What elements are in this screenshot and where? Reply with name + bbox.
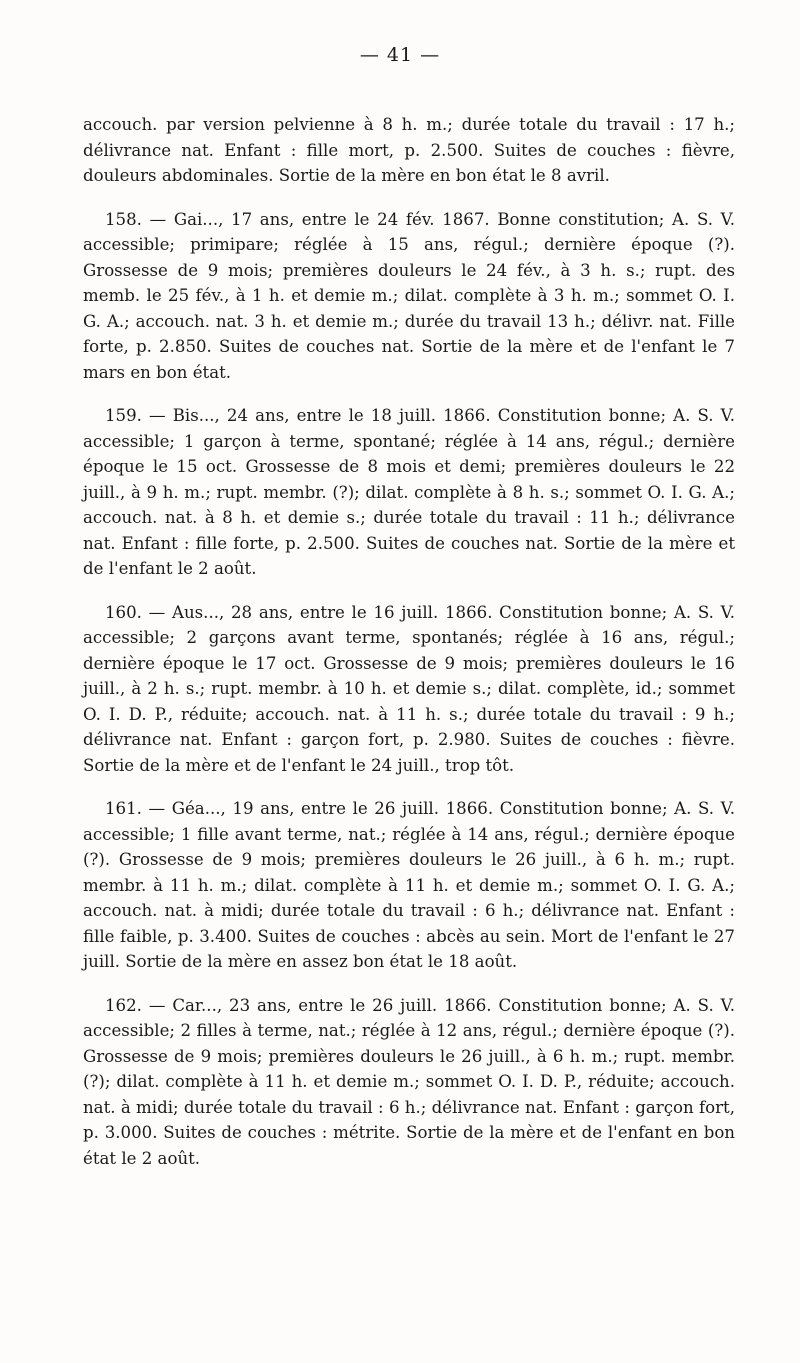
case-paragraph-160 [83,600,735,779]
case-number: 160. [105,602,142,622]
case-number: 159. [105,406,142,425]
case-number: 158. [105,209,142,229]
paragraph-text: accouch. par version pelvienne à 8 h. m.; durée totale du travail : 17 h.; délivrance nat. Enfant : fille mort, p. 2.500. Suites de couches : fièvre, douleurs abdominales. Sortie de la mère en bon état le 8 avril. [83,115,735,185]
case-number: 162. [105,995,142,1015]
page-body [83,112,735,1189]
case-paragraph-158 [83,207,735,386]
page-number: — 41 — [359,44,441,66]
case-number: 161. [105,799,142,818]
paragraph-text: — Bis..., 24 ans, entre le 18 juill. 1866. Constitution bonne; A. S. V. accessible; 1 garçon à terme, spontané; réglée à 14 ans, régul.; dernière époque le 15 oct. Grossesse de 8 mois et demi; premières douleurs le 22 juill., à 9 h. m.; rupt. membr. (?); dilat. complète à 8 h. s.; sommet O. I. G. A.; accouch. nat. à 8 h. et demie s.; durée totale du travail : 11 h.; délivrance nat. Enfant : fille forte, p. 2.500. Suites de couches nat. Sortie de la mère et de l'enfant le 2 août. [83,406,735,578]
case-paragraph-161 [83,796,735,975]
case-paragraph-162 [83,993,735,1172]
paragraph-text: — Aus..., 28 ans, entre le 16 juill. 1866. Constitution bonne; A. S. V. accessible; 2 garçons avant terme, spontanés; réglée à 16 ans, régul.; dernière époque le 17 oct. Grossesse de 9 mois; premières douleurs le 16 juill., à 2 h. s.; rupt. membr. à 10 h. et demie s.; dilat. complète, id.; sommet O. I. D. P., réduite; accouch. nat. à 11 h. s.; durée totale du travail : 9 h.; délivrance nat. Enfant : garçon fort, p. 2.980. Suites de couches : fièvre. Sortie de la mère et de l'enfant le 24 juill., trop tôt. [83,602,735,775]
case-paragraph-159 [83,403,735,582]
paragraph-continuation [83,112,735,189]
paragraph-text: — Car..., 23 ans, entre le 26 juill. 1866. Constitution bonne; A. S. V. accessible; 2 filles à terme, nat.; réglée à 12 ans, régul.; dernière époque (?). Grossesse de 9 mois; premières douleurs le 26 juill., à 6 h. m.; rupt. membr. (?); dilat. complète à 11 h. et demie m.; sommet O. I. D. P., réduite; accouch. nat. à midi; durée totale du travail : 6 h.; délivrance nat. Enfant : garçon fort, p. 3.000. Suites de couches : métrite. Sortie de la mère et de l'enfant en bon état le 2 août. [83,995,735,1168]
paragraph-text: — Géa..., 19 ans, entre le 26 juill. 1866. Constitution bonne; A. S. V. accessible; 1 fille avant terme, nat.; réglée à 14 ans, régul.; dernière époque (?). Grossesse de 9 mois; premières douleurs le 26 juill., à 6 h. m.; rupt. membr. à 11 h. m.; dilat. complète à 11 h. et demie m.; sommet O. I. G. A.; accouch. nat. à midi; durée totale du travail : 6 h.; délivrance nat. Enfant : fille faible, p. 3.400. Suites de couches : abcès au sein. Mort de l'enfant le 27 juill. Sortie de la mère en assez bon état le 18 août. [83,799,735,971]
paragraph-text: — Gai..., 17 ans, entre le 24 fév. 1867. Bonne constitution; A. S. V. accessible; primipare; réglée à 15 ans, régul.; dernière époque (?). Grossesse de 9 mois; premières douleurs le 24 fév., à 3 h. s.; rupt. des memb. le 25 fév., à 1 h. et demie m.; dilat. complète à 3 h. m.; sommet O. I. G. A.; accouch. nat. 3 h. et demie m.; durée du travail 13 h.; délivr. nat. Fille forte, p. 2.850. Suites de couches nat. Sortie de la mère et de l'enfant le 7 mars en bon état. [83,209,735,382]
